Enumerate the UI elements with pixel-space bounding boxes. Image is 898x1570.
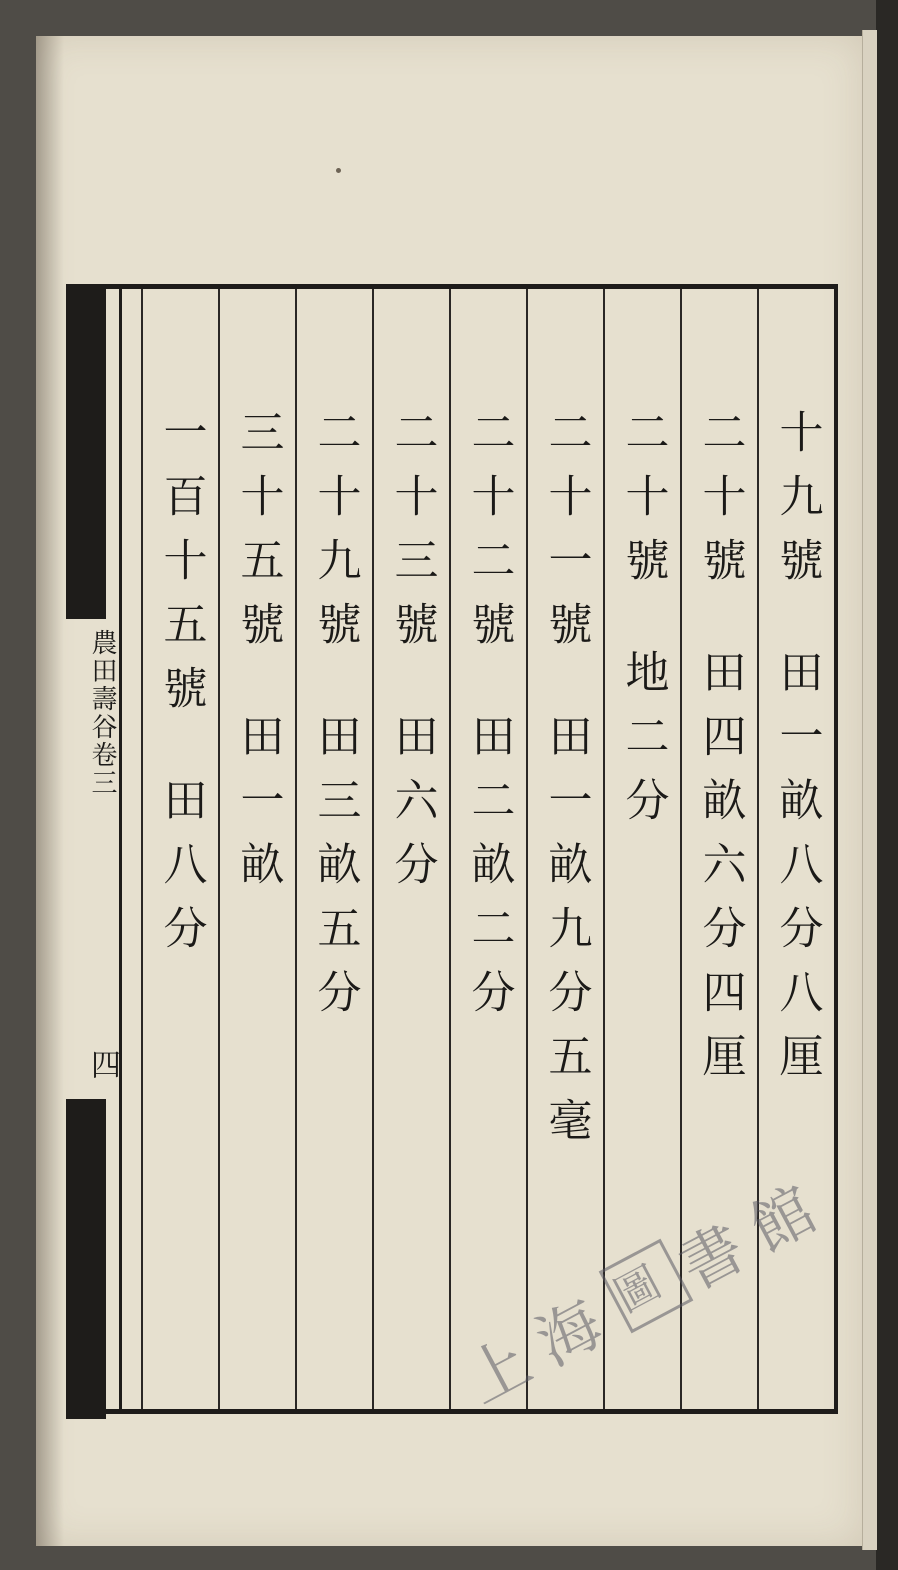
plot-number: 二十二號 [463,409,515,665]
text-column [218,289,295,1409]
plot-area: 田六分 [386,713,438,905]
plot-area: 田一畝八分八厘 [771,649,823,1097]
plot-number: 二十九號 [309,409,361,665]
plot-number: 三十五號 [232,409,284,665]
column-text [145,409,217,969]
stamp-char: 書 [667,1201,773,1304]
plot-area: 田一畝 [232,713,284,905]
spine-shadow [36,36,64,1546]
book-page [36,36,862,1546]
plot-number: 一百十五號 [155,409,207,729]
plot-area: 田二畝二分 [463,713,515,1033]
stamp-char: 海 [524,1277,630,1380]
plot-number: 二十一號 [540,409,592,665]
plot-area: 田一畝九分五毫 [540,713,592,1161]
plot-number: 二十號 [694,409,746,601]
page-center-strip [66,289,122,1409]
column-text [607,409,679,841]
column-text [376,409,448,905]
facing-page [876,0,898,1570]
plot-number: 二十號 [617,409,669,601]
plot-area: 地二分 [617,649,669,841]
column-text [299,409,371,1033]
plot-area: 田三畝五分 [309,713,361,1033]
running-title: 農田壽谷卷三 [87,629,117,797]
plot-area: 田四畝六分四厘 [694,649,746,1097]
stamp-char: 上 [453,1315,559,1418]
text-column [295,289,372,1409]
column-text [453,409,525,1033]
folio-number: 四 [85,1049,120,1079]
stamp-char: 館 [738,1163,843,1266]
facing-page-edge [862,30,877,1550]
column-text [222,409,294,905]
plot-number: 十九號 [771,409,823,601]
black-fishtail-top [66,289,106,619]
black-fishtail-bottom [66,1099,106,1419]
column-text [530,409,602,1161]
plot-number: 二十三號 [386,409,438,665]
text-column [449,289,526,1409]
stamp-seal-char: 圖 [599,1239,694,1334]
plot-area: 田八分 [155,777,207,969]
text-column [141,289,218,1409]
paper-speck [336,168,341,173]
column-text [684,409,756,1097]
column-text [761,409,833,1097]
text-column [372,289,449,1409]
